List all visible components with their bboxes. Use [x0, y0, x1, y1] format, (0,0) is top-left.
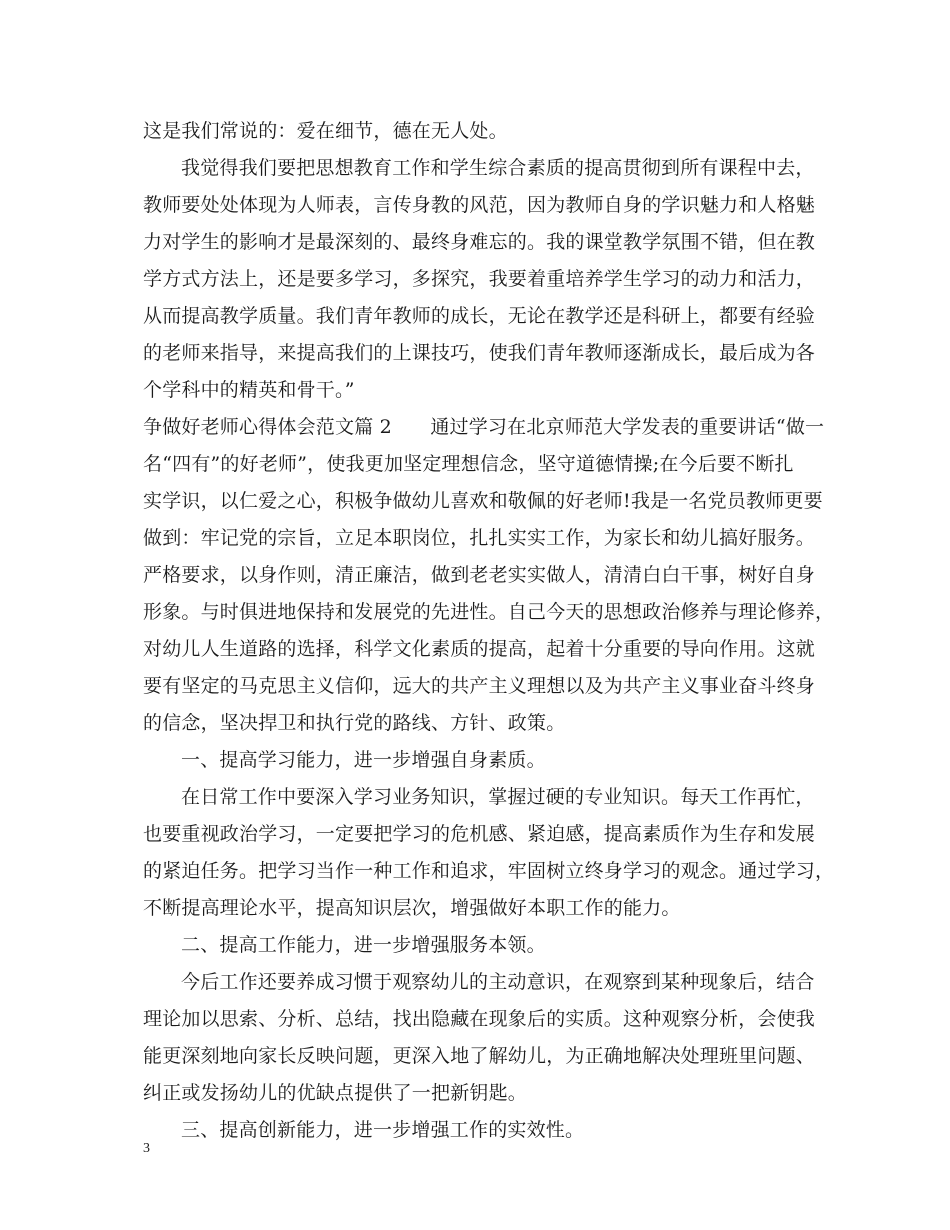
text-line: 要有坚定的马克思主义信仰，远大的共产主义理想以及为共产主义事业奋斗终身: [143, 675, 816, 697]
page-number: 3: [143, 1141, 150, 1156]
text-line: 也要重视政治学习，一定要把学习的危机感、紧迫感，提高素质作为生存和发展: [143, 823, 816, 845]
text-line: 这是我们常说的：爱在细节，德在无人处。: [143, 120, 508, 142]
text-line: 的信念，坚决捍卫和执行党的路线、方针、政策。: [143, 712, 566, 734]
paragraph-first-line: 今后工作还要养成习惯于观察幼儿的主动意识，在观察到某种现象后，结合: [181, 971, 815, 993]
text-line: 形象。与时俱进地保持和发展党的先进性。自己今天的思想政治修养与理论修养，: [143, 601, 835, 623]
subheading-one: 一、提高学习能力，进一步增强自身素质。: [181, 749, 546, 771]
text-line: 严格要求，以身作则，清正廉洁，做到老老实实做人，清清白白干事，树好自身: [143, 564, 816, 586]
text-line: 名“四有”的好老师”，使我更加坚定理想信念，坚守道德情操;在今后要不断扎: [143, 453, 794, 475]
text-line: 个学科中的精英和骨干。”: [143, 379, 355, 401]
text-line: 从而提高教学质量。我们青年教师的成长，无论在教学还是科研上，都要有经验: [143, 305, 816, 327]
text-line: 纠正或发扬幼儿的优缺点提供了一把新钥匙。: [143, 1082, 528, 1104]
paragraph-first-line: 我觉得我们要把思想教育工作和学生综合素质的提高贯彻到所有课程中去，: [181, 157, 815, 179]
subheading-three: 三、提高创新能力，进一步增强工作的实效性。: [181, 1119, 585, 1141]
text-line: 学方式方法上，还是要多学习，多探究，我要着重培养学生学习的动力和活力，: [143, 268, 816, 290]
text-line: 的老师来指导，来提高我们的上课技巧，使我们青年教师逐渐成长，最后成为各: [143, 342, 816, 364]
subheading-two: 二、提高工作能力，进一步增强服务本领。: [181, 934, 546, 956]
text-line: 力对学生的影响才是最深刻的、最终身难忘的。我的课堂教学氛围不错，但在教: [143, 231, 816, 253]
text-line: 对幼儿人生道路的选择，科学文化素质的提高，起着十分重要的导向作用。这就: [143, 638, 816, 660]
text-line: 能更深刻地向家长反映问题，更深入地了解幼儿，为正确地解决处理班里问题、: [143, 1045, 816, 1067]
section-heading-line: 争做好老师心得体会范文篇 2 通过学习在北京师范大学发表的重要讲话“做一: [143, 416, 825, 438]
text-line: 实学识，以仁爱之心，积极争做幼儿喜欢和敬佩的好老师!我是一名党员教师更要: [143, 490, 823, 512]
text-line: 不断提高理论水平，提高知识层次，增强做好本职工作的能力。: [143, 897, 681, 919]
text-line: 教师要处处体现为人师表，言传身教的风范，因为教师自身的学识魅力和人格魅: [143, 194, 816, 216]
text-line: 理论加以思索、分析、总结，找出隐藏在现象后的实质。这种观察分析，会使我: [143, 1008, 816, 1030]
text-line: 做到：牢记党的宗旨，立足本职岗位，扎扎实实工作，为家长和幼儿搞好服务。: [143, 527, 816, 549]
text-line: 的紧迫任务。把学习当作一种工作和追求，牢固树立终身学习的观念。通过学习，: [143, 860, 835, 882]
paragraph-first-line: 在日常工作中要深入学习业务知识，掌握过硬的专业知识。每天工作再忙，: [181, 786, 815, 808]
